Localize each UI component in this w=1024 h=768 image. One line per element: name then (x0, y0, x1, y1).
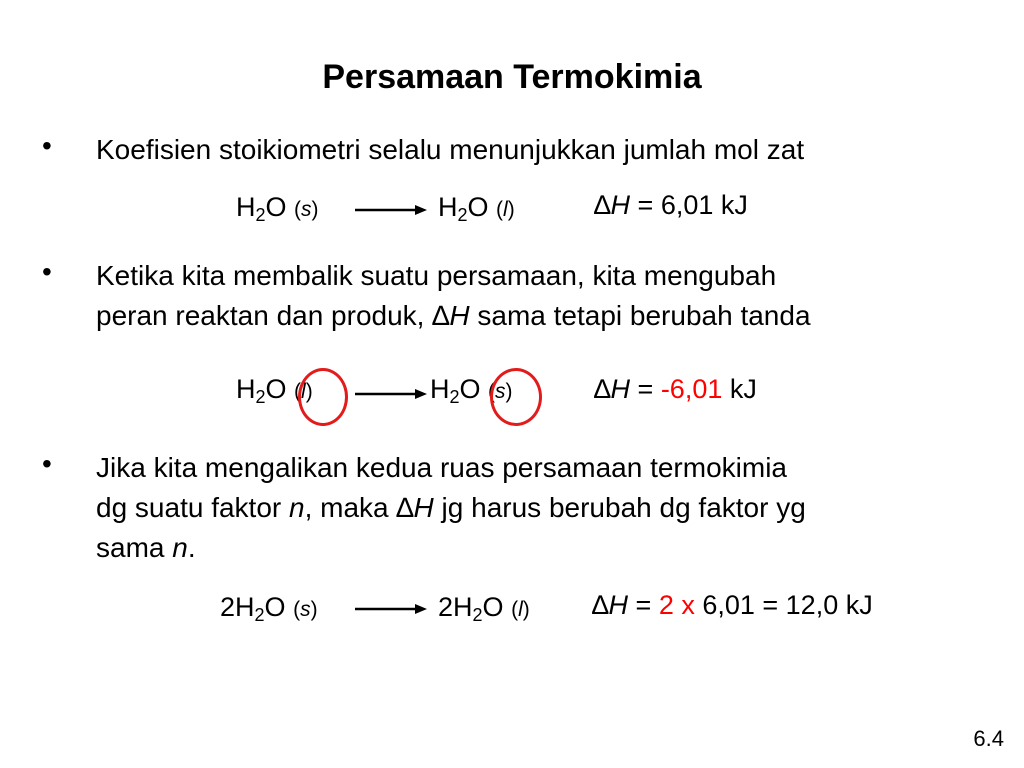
eq1-enthalpy: ∆H = 6,01 kJ (594, 190, 748, 220)
eq1-reactant: $H_2O$ (s) (236, 192, 319, 225)
eq2-reactant: $H_2O$ (l) (236, 374, 313, 407)
eq3-enthalpy: ∆H = 2 x 6,01 = 12,0 kJ (592, 590, 873, 620)
page-number: 6.4 (973, 726, 1004, 751)
bullet-marker: • (42, 256, 52, 287)
state-highlight-circle (490, 368, 542, 426)
eq3-reactant: $2H_2O$ (s) (220, 592, 318, 625)
eq2-product: $H_2O$ (s) (430, 374, 513, 407)
state-highlight-circle (298, 368, 348, 426)
bullet-2-text: Ketika kita membalik suatu persamaan, kita mengubah peran reaktan dan produk, ∆H sama tetapi berubah tanda (96, 260, 811, 331)
eq2-enthalpy: ∆H = -6,01 kJ (594, 374, 757, 404)
reaction-arrow-icon (355, 603, 427, 615)
bullet-1-text: Koefisien stoikiometri selalu menunjukkan jumlah mol zat (96, 134, 805, 165)
reaction-arrow-icon (355, 204, 427, 216)
slide-title: Persamaan Termokimia (322, 58, 702, 96)
bullet-marker: • (42, 130, 52, 161)
bullet-marker: • (42, 448, 52, 479)
eq3-product: $2H_2O$ (l) (438, 592, 530, 625)
bullet-3-text: Jika kita mengalikan kedua ruas persamaan termokimia dg suatu faktor n, maka ∆H jg harus berubah dg faktor yg sama n. (96, 452, 806, 563)
eq1-product: $H_2O$ (l) (438, 192, 515, 225)
reaction-arrow-icon (355, 388, 427, 400)
